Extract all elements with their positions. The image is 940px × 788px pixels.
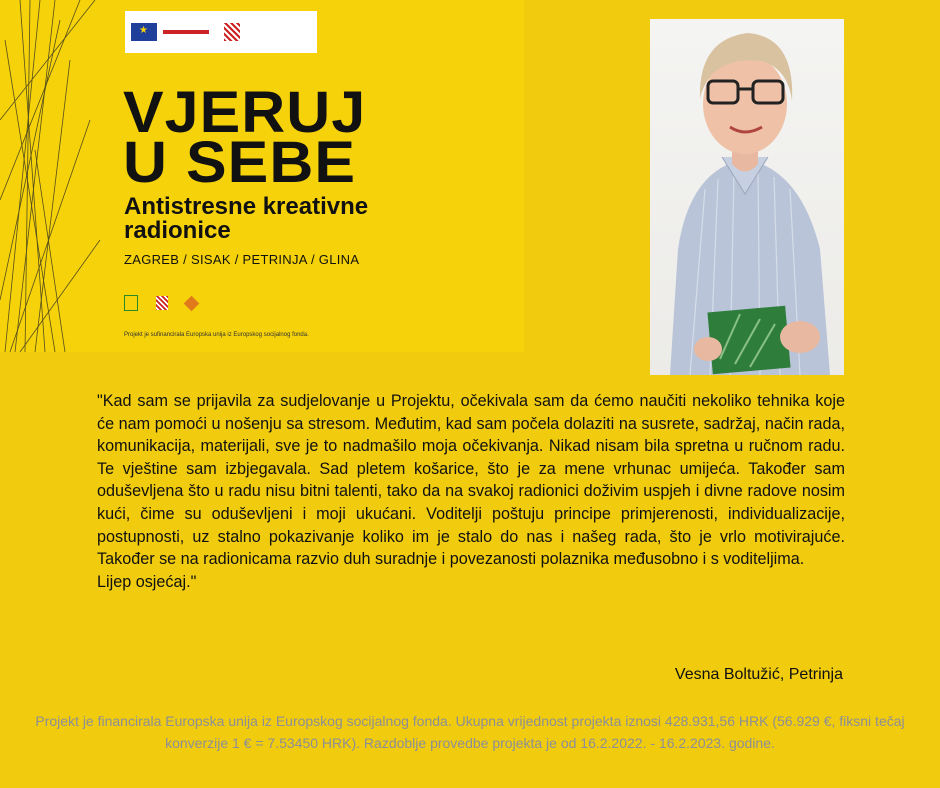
portrait-photo	[650, 19, 844, 375]
structural-funds-logo	[163, 30, 218, 34]
partner-logo-2	[156, 296, 168, 310]
decorative-lines	[0, 0, 120, 352]
poster-subtitle-line2: radionice	[124, 217, 231, 244]
government-crest-icon	[156, 296, 168, 310]
poster-subtitle	[124, 195, 368, 243]
project-funding-footnote: Projekt je financirala Europska unija iz Europskog socijalnog fonda. Ukupna vrijednost projekta iznosi 428.931,56 HRK (56.929 €, fiksni tečaj konverzije 1 € = 7.53450 HRK). Razdoblje provedbe projekta je od 16.2.2022. - 16.2.2023. godine.	[35, 713, 905, 751]
partner-logo-1	[124, 295, 138, 311]
testimonial-quote	[97, 390, 845, 593]
portrait-illustration	[650, 19, 844, 375]
eu-logo-strip	[125, 11, 317, 53]
house-logo-icon	[184, 295, 200, 311]
partner-logo-3	[186, 298, 197, 309]
poster-funding-note: Projekt je sufinancirala Europska unija iz Europskog socijalnog fonda.	[124, 332, 309, 338]
poster-title	[123, 80, 367, 195]
eu-flag-icon	[131, 23, 157, 41]
partner-logos	[124, 295, 197, 311]
poster-title-line1: VJERUJ	[123, 80, 367, 145]
poster-cities: ZAGREB / SISAK / PETRINJA / GLINA	[124, 252, 360, 267]
poster-title-line2: U SEBE	[123, 130, 357, 195]
poster-subtitle-line1: Antistresne kreativne	[124, 193, 369, 220]
quote-author: Vesna Boltužić, Petrinja	[674, 666, 843, 683]
quote-closing: Lijep osjećaj."	[97, 572, 197, 591]
project-poster	[0, 0, 524, 352]
quote-body: "Kad sam se prijavila za sudjelovanje u Projektu, očekivala sam da ćemo naučiti nekoliko tehnika koje će nam pomoći u nošenju sa stresom. Međutim, kad sam počela dolaziti na susrete, sadržaj, način rada, komunikacija, materijali, sve je to nadmašilo moja očekivanja. Nikad nisam bila spretna u ručnom radu. Te vještine sam izbjegavala. Sad pletem košarice, što je za mene vrhunac umijeća. Također sam oduševljena što u radu nisu bitni talenti, tako da na svakoj radionici doživim uspjeh i divne radove nosim kući, čime su oduševljeni i moji ukućani. Voditelji poštuju principe primjerenosti, individualizacije, postupnosti, uz stalno pokazivanje koliko im je stalo do nas i našeg rada, što je vrlo motivirajuće. Također se na radionicama razvio duh suradnje i povezanosti polaznika međusobno i s voditeljima.	[97, 392, 845, 569]
coat-of-arms-icon	[224, 23, 240, 41]
partner-1-icon	[124, 295, 138, 311]
